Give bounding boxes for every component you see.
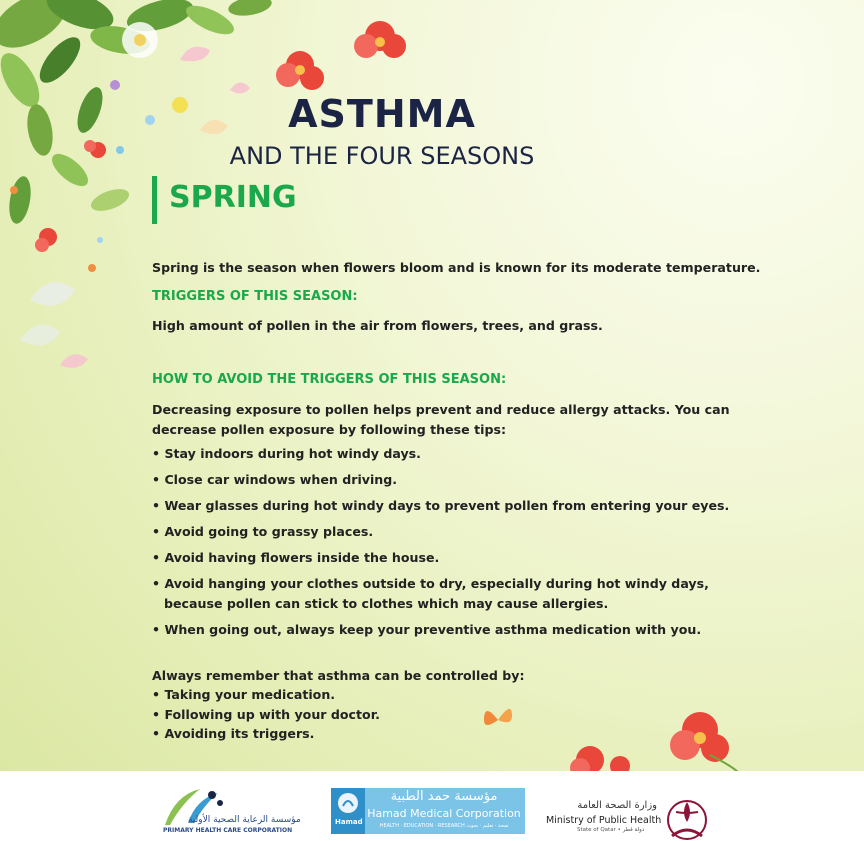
intro-text: Spring is the season when flowers bloom and is known for its moderate temperature. [152,260,761,275]
list-item: • Close car windows when driving. [152,470,762,490]
hamad-logo [331,788,525,834]
list-item: • Taking your medication. [152,685,762,705]
hamad-tagline: HEALTH · EDUCATION · RESEARCH صحة · تعليم · بحوث [379,823,509,829]
hamad-name-en: Hamad Medical Corporation [367,807,521,820]
remember-lead: Always remember that asthma can be controlled by: [152,668,525,683]
page-title: ASTHMA [288,92,476,136]
remember-section [152,666,762,744]
page-subtitle: AND THE FOUR SEASONS [229,142,535,170]
phcc-name-en: PRIMARY HEALTH CARE CORPORATION [163,827,293,834]
avoid-heading: HOW TO AVOID THE TRIGGERS OF THIS SEASON: [152,372,507,387]
footer-logos [0,771,864,841]
moph-name-ar: وزارة الصحة العامة [577,800,657,811]
moph-state: State of Qatar • دولة قطر [577,827,645,833]
season-heading: SPRING [152,176,297,224]
list-item: • Wear glasses during hot windy days to prevent pollen from entering your eyes. [152,496,762,516]
moph-name-en: Ministry of Public Health [546,815,662,826]
list-item: • Avoiding its triggers. [152,724,762,744]
list-item: • Avoid having flowers inside the house. [152,548,762,568]
red-flower-icon [276,51,324,90]
flower-illustration [340,0,420,70]
list-item: • Stay indoors during hot windy days. [152,444,762,464]
list-item: • When going out, always keep your preventive asthma medication with you. [152,620,762,640]
triggers-heading: TRIGGERS OF THIS SEASON: [152,289,358,304]
qatar-emblem-icon [664,785,710,841]
triggers-text: High amount of pollen in the air from flowers, trees, and grass. [152,318,603,333]
remember-list [152,685,762,744]
list-item: • Avoid going to grassy places. [152,522,762,542]
list-item: • Following up with your doctor. [152,705,762,725]
tips-list [152,444,762,646]
hamad-emblem-icon [331,788,365,834]
hamad-word: Hamad [335,818,363,826]
phcc-name-ar: مؤسسة الرعاية الصحية الأولية [188,815,301,825]
list-item: • Avoid hanging your clothes outside to dry, especially during hot windy days, because pollen can stick to clothes which may cause allergies. [152,574,762,614]
avoid-text: Decreasing exposure to pollen helps prevent and reduce allergy attacks. You can decrease pollen exposure by following these tips: [152,402,730,437]
hamad-name-ar: مؤسسة حمد الطبية [390,789,498,804]
